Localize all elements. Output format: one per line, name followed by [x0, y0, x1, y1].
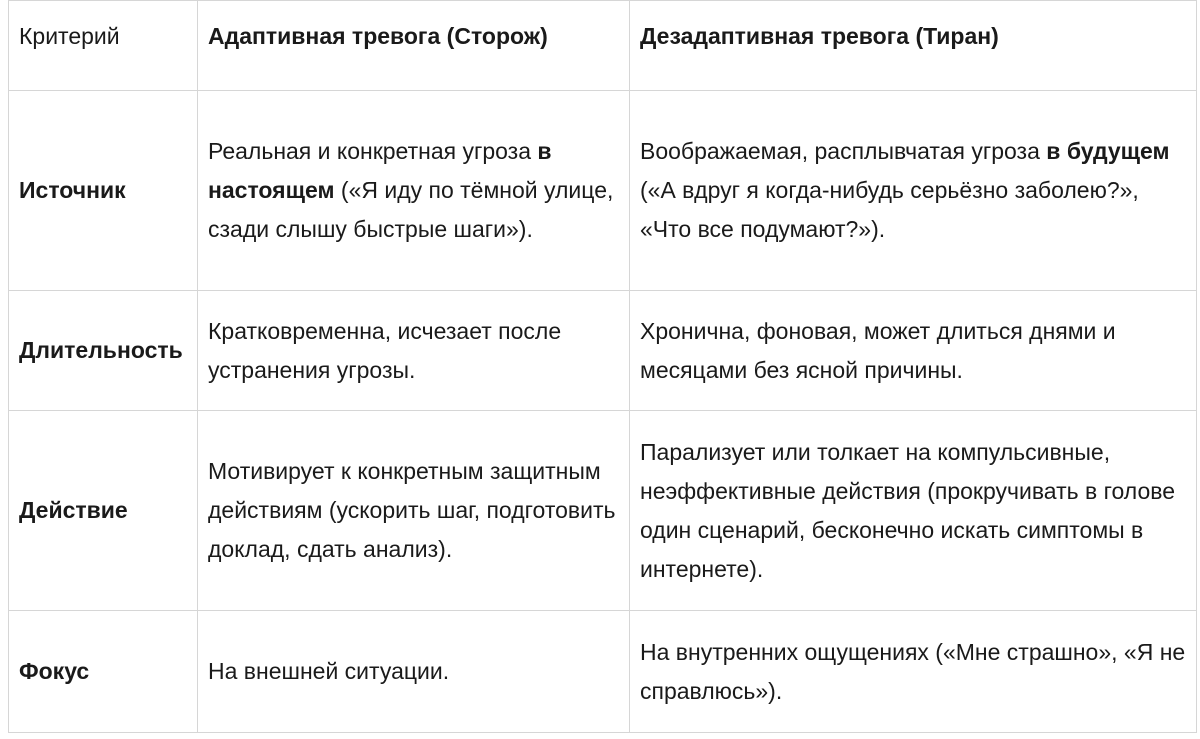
- table-header-row: [9, 1, 1197, 91]
- cell-adaptive-duration: Кратковременна, исчезает после устранения угрозы.: [198, 291, 630, 411]
- table-row: [9, 611, 1197, 733]
- cell-maladaptive-focus: На внутренних ощущениях («Мне страшно», «Я не справлюсь»).: [630, 611, 1197, 733]
- header-maladaptive: Дезадаптивная тревога (Тиран): [630, 1, 1197, 91]
- cell-text: Воображаемая, расплывчатая угроза: [640, 138, 1047, 164]
- row-criterion-source: Источник: [9, 91, 198, 291]
- cell-maladaptive-duration: Хронична, фоновая, может длиться днями и месяцами без ясной причины.: [630, 291, 1197, 411]
- cell-adaptive-action: Мотивирует к конкретным защитным действиям (ускорить шаг, подготовить доклад, сдать анализ).: [198, 411, 630, 611]
- header-adaptive: Адаптивная тревога (Сторож): [198, 1, 630, 91]
- row-criterion-action: Действие: [9, 411, 198, 611]
- row-criterion-focus: Фокус: [9, 611, 198, 733]
- cell-maladaptive-action: Парализует или толкает на компульсивные, неэффективные действия (прокручивать в голове один сценарий, бесконечно искать симптомы в интернете).: [630, 411, 1197, 611]
- header-criterion: Критерий: [9, 1, 198, 91]
- cell-text: («А вдруг я когда-нибудь серьёзно заболею?», «Что все подумают?»).: [640, 177, 1139, 242]
- cell-text: («Я иду по тёмной улице, сзади слышу быстрые шаги»).: [208, 177, 614, 242]
- cell-text: Реальная и конкретная угроза: [208, 138, 538, 164]
- table-row: [9, 91, 1197, 291]
- cell-adaptive-source: [198, 91, 630, 291]
- cell-adaptive-focus: На внешней ситуации.: [198, 611, 630, 733]
- cell-emphasis: в будущем: [1046, 138, 1170, 164]
- cell-emphasis: в настоящем: [208, 138, 552, 203]
- cell-maladaptive-source: [630, 91, 1197, 291]
- comparison-table: [8, 0, 1197, 733]
- table-row: [9, 411, 1197, 611]
- row-criterion-duration: Длительность: [9, 291, 198, 411]
- table-row: [9, 291, 1197, 411]
